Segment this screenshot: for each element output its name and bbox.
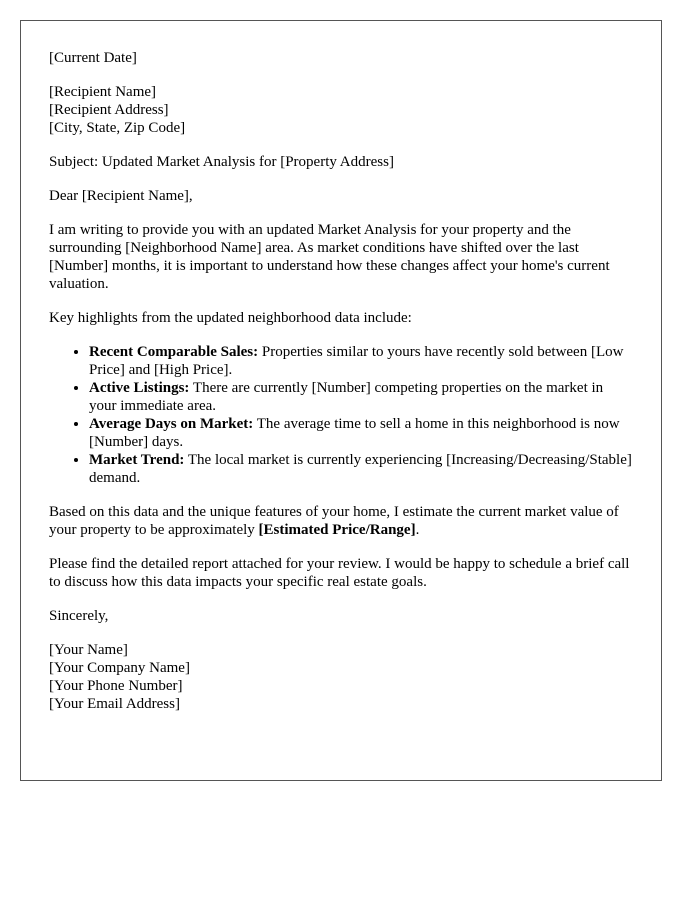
letter-page	[20, 20, 662, 781]
recipient-name: [Recipient Name]	[49, 84, 157, 100]
closing-paragraph: Please find the detailed report attached for your review. I would be happy to schedule a brief call to discuss how this data impacts your specific real estate goals.	[49, 556, 630, 590]
highlight-label: Average Days on Market:	[89, 416, 254, 432]
highlights-intro: Key highlights from the updated neighborhood data include:	[49, 310, 412, 326]
recipient-block	[49, 83, 633, 137]
date-block	[49, 49, 633, 67]
recipient-city: [City, State, Zip Code]	[49, 120, 186, 136]
intro-paragraph: I am writing to provide you with an updated Market Analysis for your property and the surrounding [Neighborhood Name] area. As market conditions have shifted over the last [Number] months, it is important to understand how these changes affect your home's current valuation.	[49, 222, 610, 292]
highlight-text: The local market is currently experiencing [Increasing/Decreasing/Stable] demand.	[89, 452, 632, 486]
sender-name: [Your Name]	[49, 642, 128, 658]
list-item	[89, 415, 633, 451]
highlight-text: There are currently [Number] competing properties on the market in your immediate area.	[89, 380, 604, 414]
highlight-label: Market Trend:	[89, 452, 185, 468]
signature-block	[49, 641, 633, 713]
estimate-end: .	[415, 522, 420, 538]
letter-date: [Current Date]	[49, 50, 137, 66]
salutation: Dear [Recipient Name],	[49, 188, 193, 204]
estimate-text: Based on this data and the unique features of your home, I estimate the current market value of your property to be approximately	[49, 504, 619, 538]
estimated-price: [Estimated Price/Range]	[258, 522, 416, 538]
estimate-paragraph	[49, 503, 633, 539]
highlights-list	[49, 343, 633, 487]
sender-phone: [Your Phone Number]	[49, 678, 183, 694]
recipient-address: [Recipient Address]	[49, 102, 169, 118]
sender-company: [Your Company Name]	[49, 660, 190, 676]
list-item	[89, 343, 633, 379]
highlight-text: Properties similar to yours have recently sold between [Low Price] and [High Price].	[89, 344, 624, 378]
sender-email: [Your Email Address]	[49, 696, 180, 712]
highlight-label: Recent Comparable Sales:	[89, 344, 259, 360]
highlight-label: Active Listings:	[89, 380, 190, 396]
list-item	[89, 451, 633, 487]
highlight-text: The average time to sell a home in this neighborhood is now [Number] days.	[89, 416, 620, 450]
list-item	[89, 379, 633, 415]
signoff: Sincerely,	[49, 608, 109, 624]
subject-line: Subject: Updated Market Analysis for [Property Address]	[49, 154, 394, 170]
